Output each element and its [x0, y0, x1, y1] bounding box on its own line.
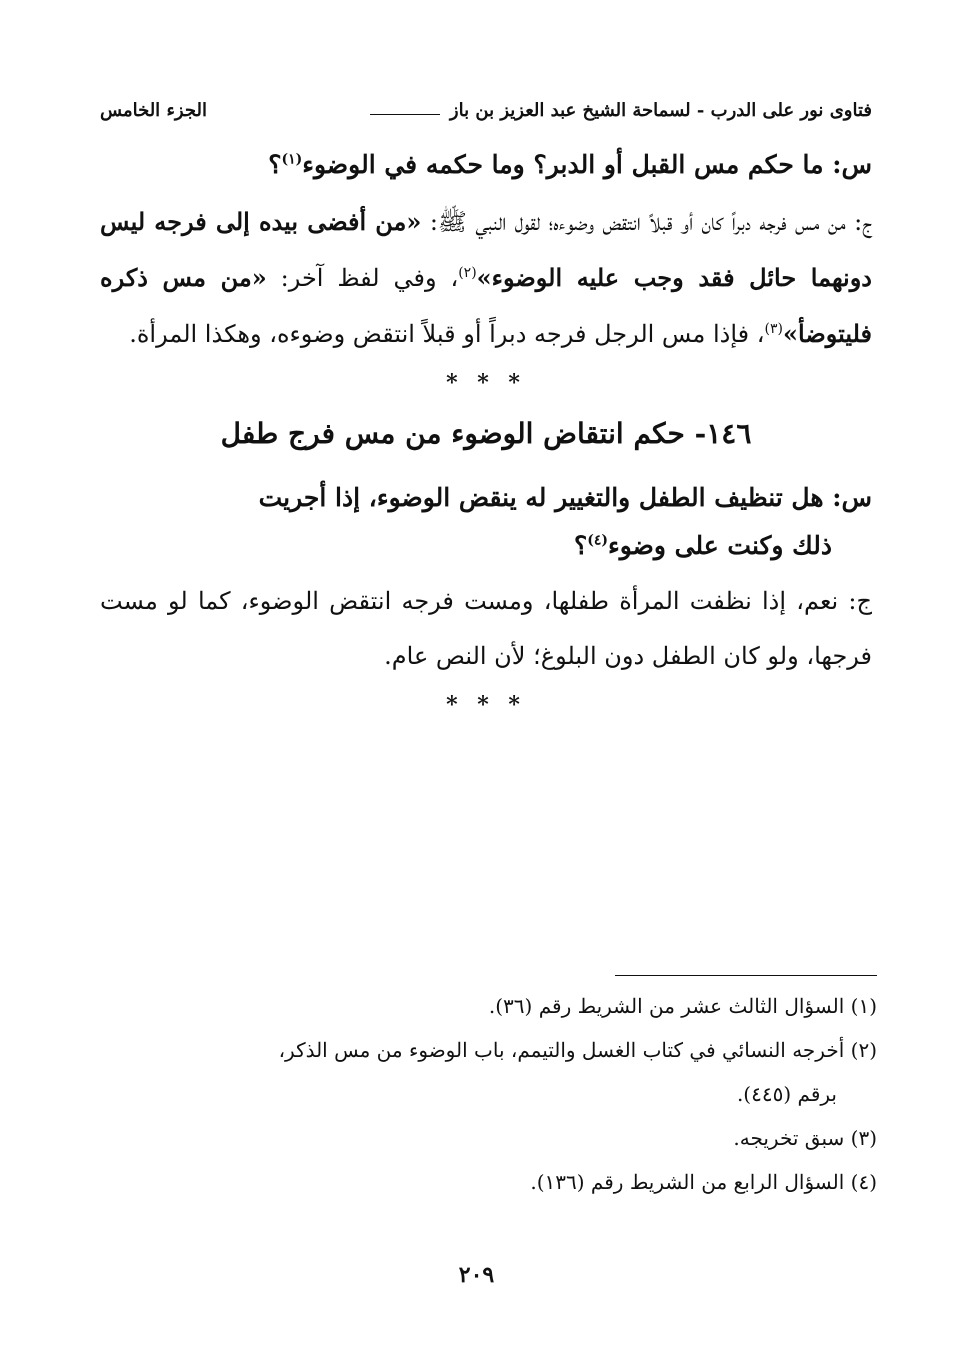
- running-header: [100, 90, 872, 130]
- footnote-ref-2: (٢): [458, 265, 477, 281]
- book-title: فتاوى نور على الدرب - لسماحة الشيخ عبد العزيز بن باز: [449, 99, 872, 121]
- page-number: ٢٠٩: [458, 1262, 495, 1288]
- footnote-ref-1: (١): [281, 151, 303, 168]
- separator-stars-2: * * *: [446, 692, 526, 718]
- footnote-ref-3: (٣): [764, 321, 783, 337]
- footnote-1: (١) السؤال الثالث عشر من الشريط رقم (٣٦).: [488, 994, 877, 1018]
- page-content: [100, 90, 872, 726]
- hadith-quote-1: «من أفضى بيده إلى فرجه ليس دونهما حائل فقد وجب عليه الوضوء»: [100, 207, 872, 292]
- volume-label: الجزء الخامس: [100, 99, 207, 121]
- question-1: س: ما حكم مس القبل أو الدبر؟ وما حكمه في الوضوء$^{(١)}$؟: [268, 150, 872, 179]
- footnote-rule: [615, 975, 877, 976]
- answer-2: ج: نعم، إذا نظفت المرأة طفلها، ومست فرجه انتقض الوضوء، كما لو مست فرجها، ولو كان الطفل دون البلوغ؛ لأن النص عام.: [100, 587, 872, 670]
- footnote-4: (٤) السؤال الرابع من الشريط رقم (١٣٦).: [530, 1170, 877, 1194]
- footnote-ref-4: (٤): [587, 532, 608, 549]
- footnote-3: (٣) سبق تخريجه.: [733, 1126, 877, 1150]
- hadith-quote-2: «من مس ذكره فليتوضأ»: [100, 263, 872, 348]
- footnotes: [105, 975, 877, 1204]
- separator-stars-1: * * *: [446, 370, 526, 396]
- header-rule: [370, 114, 440, 115]
- question-2: س: هل تنظيف الطفل والتغيير له ينقض الوضوء، إذا أجريت ذلك وكنت على وضوء$^{(٤)}$؟: [100, 474, 872, 570]
- question-2-continued: ذلك وكنت على وضوء$^{(٤)}$؟: [573, 531, 832, 560]
- footnote-2: (٢) أخرجه النسائي في كتاب الغسل والتيمم، باب الوضوء من مس الذكر، برقم (٤٤٥).: [278, 1038, 877, 1106]
- section-title: ١٤٦- حكم انتقاض الوضوء من مس فرج طفل: [220, 417, 752, 450]
- answer-1: ج: من مس فرجه دبراً كان أو قبلاً انتقض وضوءه؛ لقول النبي ﷺ: «من أفضى بيده إلى فرجه ليس دونهما حائل فقد وجب عليه الوضوء»$^{(٢)}$، وفي لفظ آخر: «من مس ذكره فليتوضأ»$^{(٣)}$، فإذا مس الرجل فرجه دبراً أو قبلاً انتقض وضوءه، وهكذا المرأة.: [100, 207, 872, 348]
